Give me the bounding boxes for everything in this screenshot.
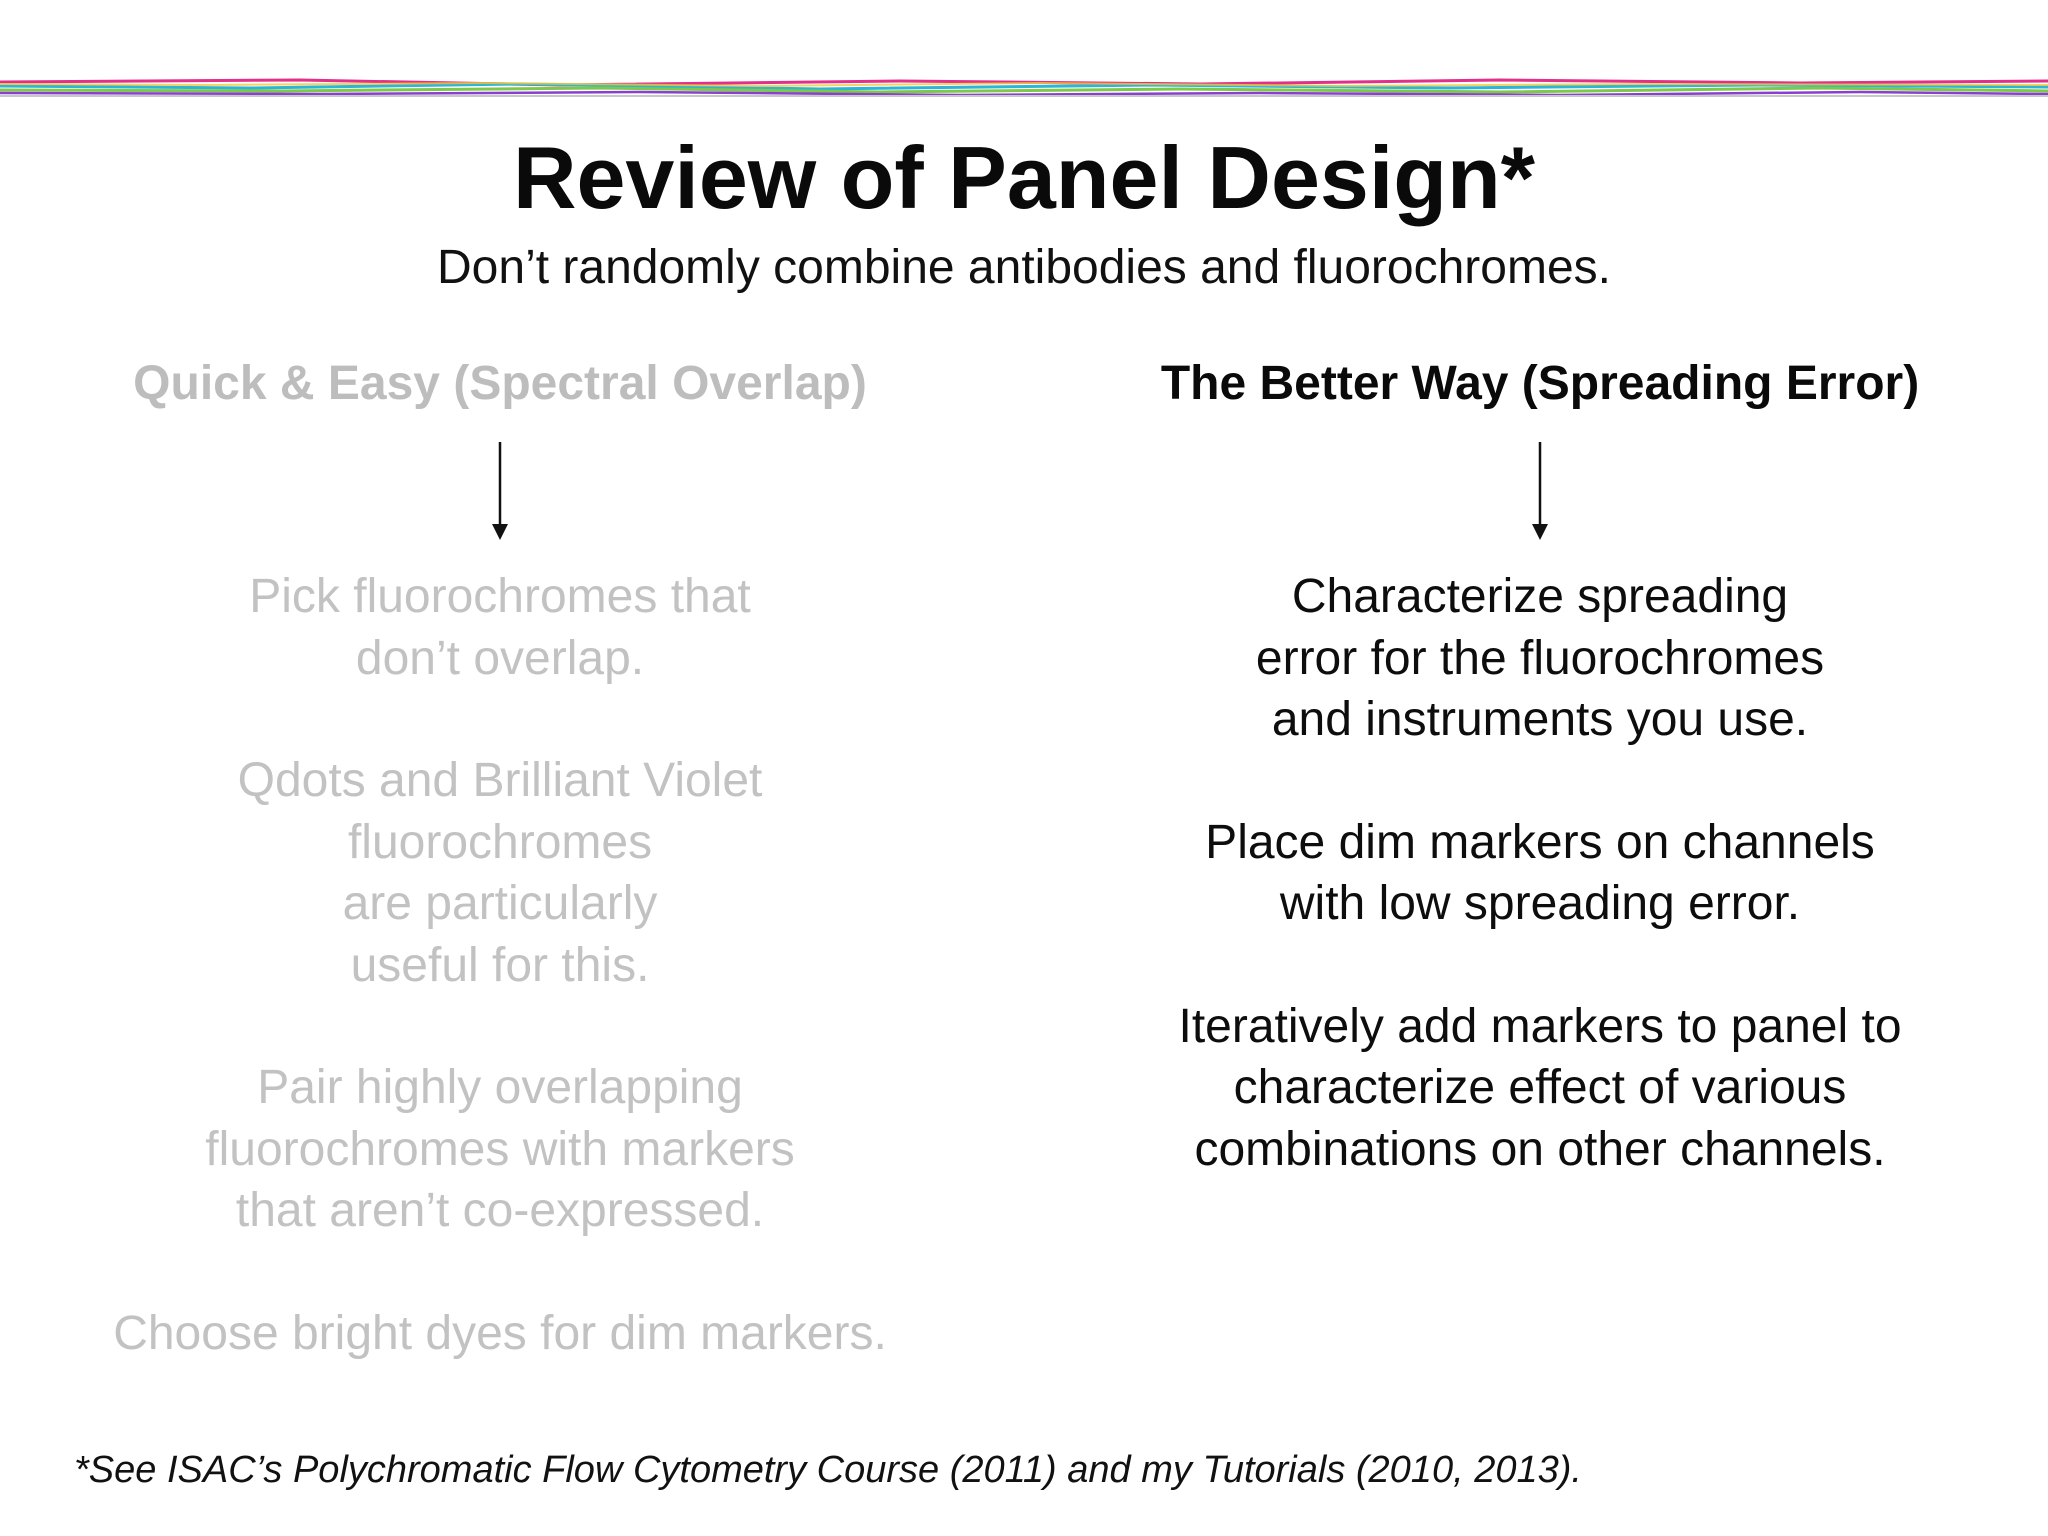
list-item: Iteratively add markers to panel to characterize effect of various combinations on other channels. — [1178, 999, 1902, 1176]
down-arrow-icon — [1530, 442, 1550, 540]
banner-graphic — [0, 76, 2048, 98]
list-item: Characterize spreading error for the fluorochromes and instruments you use. — [1255, 570, 1825, 746]
left-column — [40, 354, 960, 1425]
list-item: Place dim markers on channels with low spreading error. — [1205, 815, 1875, 930]
list-item: Qdots and Brilliant Violet fluorochromes are particularly useful for this. — [237, 754, 763, 992]
left-column-list — [40, 566, 960, 1364]
left-column-heading: Quick & Easy (Spectral Overlap) — [133, 357, 867, 410]
list-item: Choose bright dyes for dim markers. — [113, 1306, 887, 1360]
list-item: Pick fluorochromes that don’t overlap. — [249, 570, 751, 685]
slide-title: Review of Panel Design* — [512, 128, 1536, 227]
footnote: *See ISAC’s Polychromatic Flow Cytometry Course (2011) and my Tutorials (2010, 2013). — [74, 1449, 1582, 1491]
decorative-banner — [0, 76, 2048, 98]
down-arrow-icon — [490, 442, 510, 540]
right-column-heading: The Better Way (Spreading Error) — [1160, 357, 1920, 410]
right-column-list — [1060, 566, 2020, 1180]
slide-subtitle: Don’t randomly combine antibodies and fluorochromes. — [437, 241, 1611, 294]
right-column — [1060, 354, 2020, 1241]
list-item: Pair highly overlapping fluorochromes with markers that aren’t co-expressed. — [205, 1061, 795, 1237]
